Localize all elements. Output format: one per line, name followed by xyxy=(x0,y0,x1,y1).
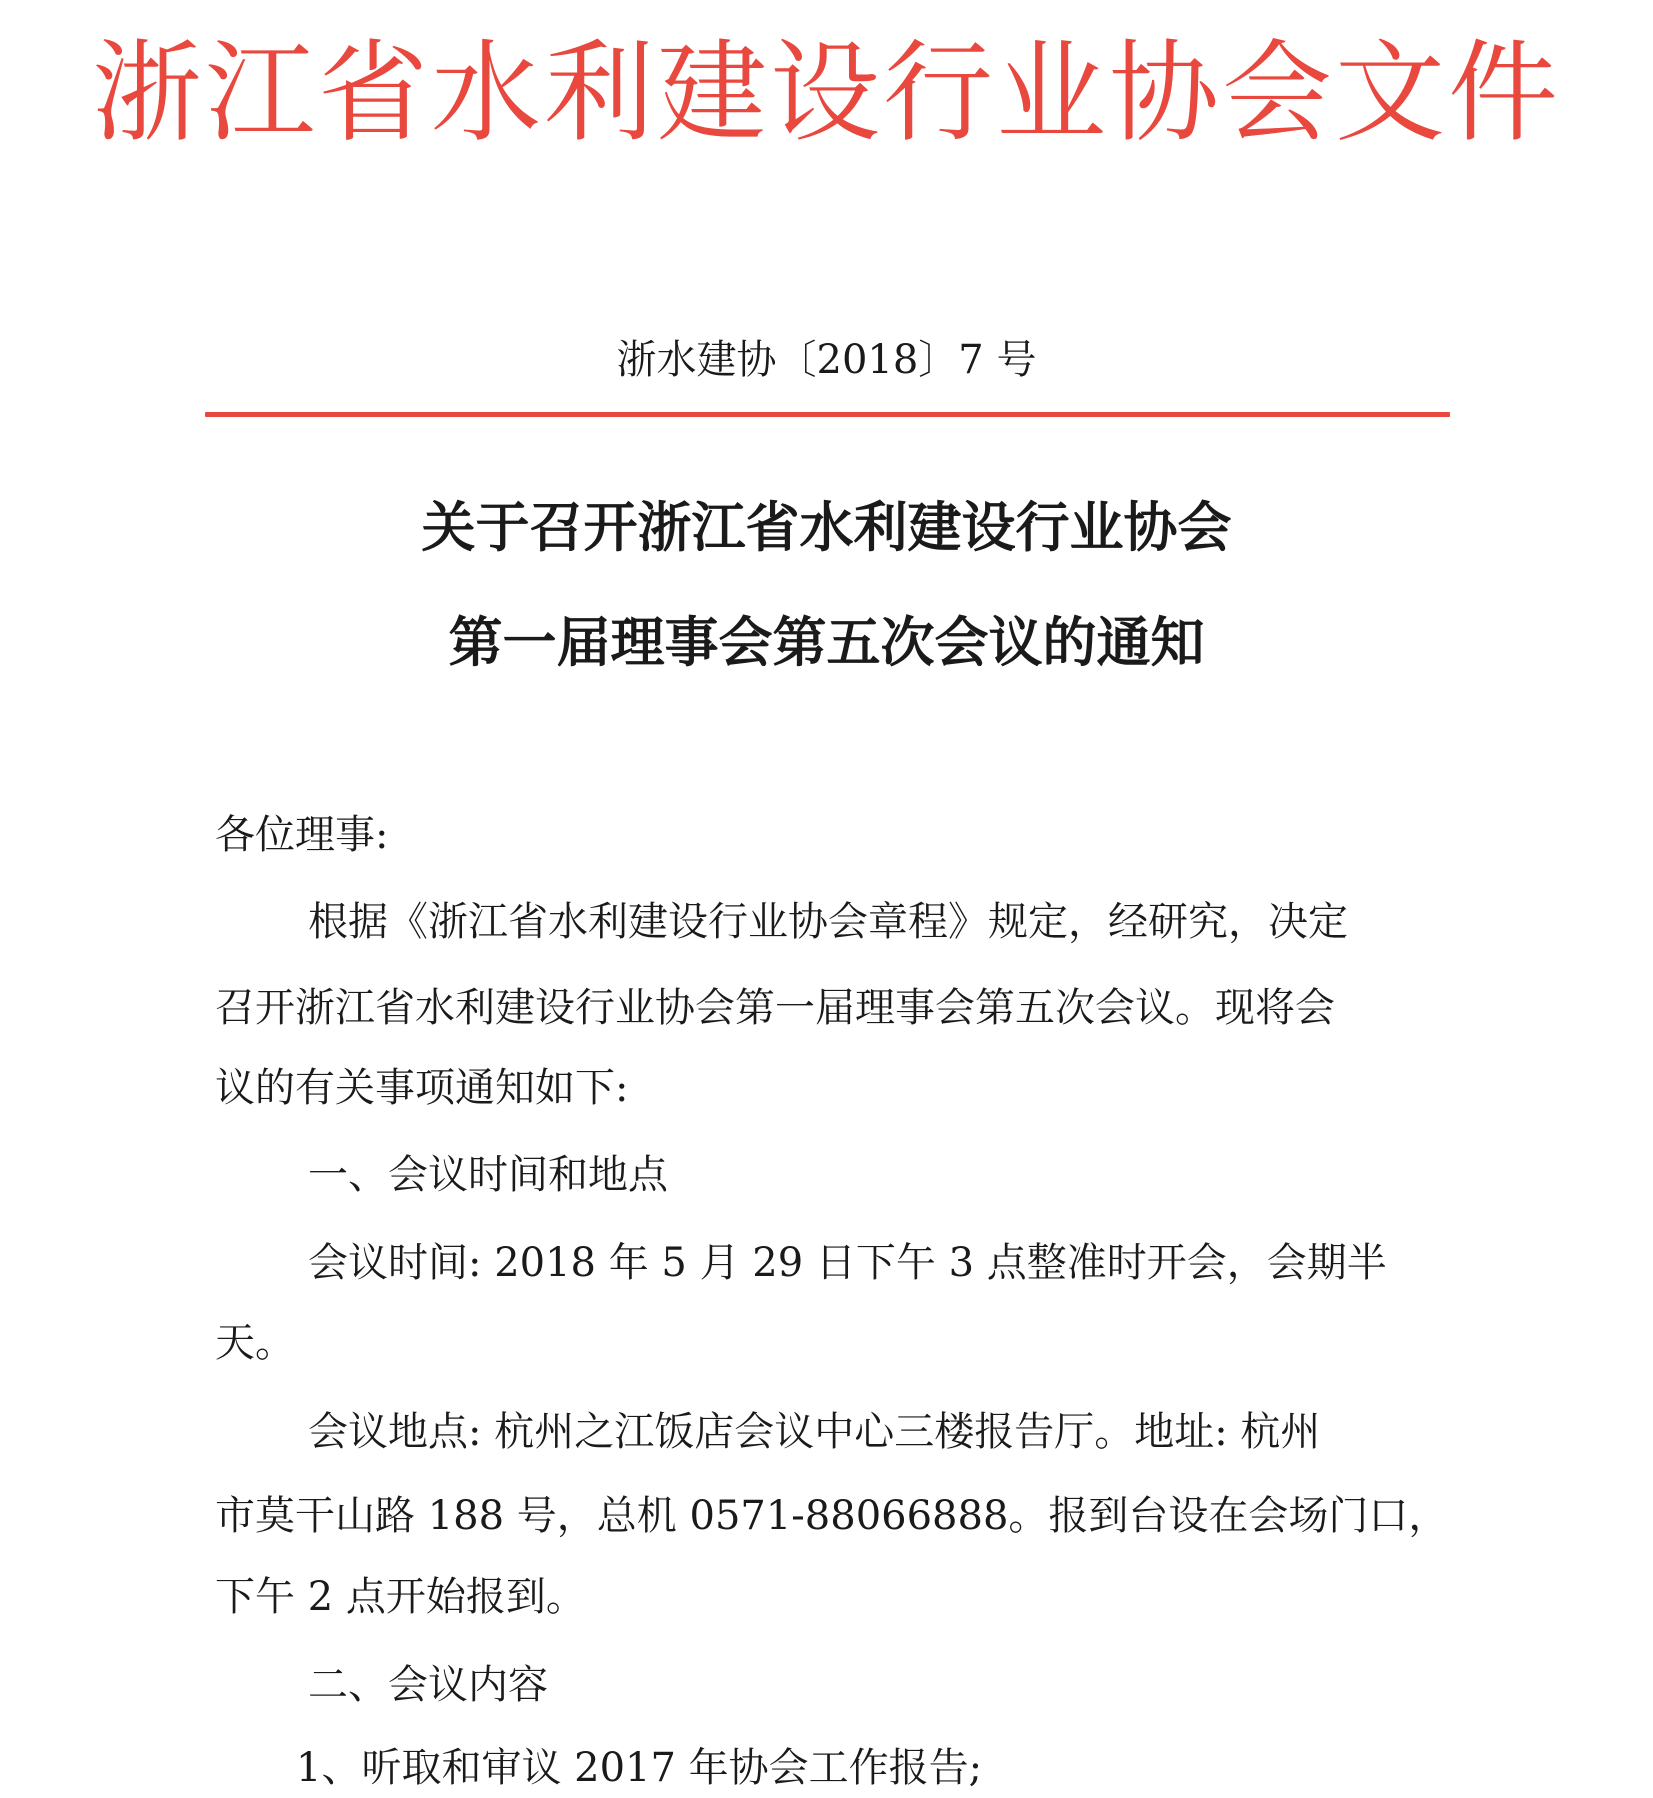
paragraph-1-line-3: 议的有关事项通知如下: xyxy=(215,1065,629,1111)
document-number: 浙水建协〔2018〕7 号 xyxy=(616,337,1037,383)
salutation: 各位理事: xyxy=(215,812,389,858)
meeting-place-line-3: 下午 2 点开始报到。 xyxy=(215,1574,586,1620)
section-2-heading: 二、会议内容 xyxy=(308,1662,548,1708)
agenda-item-1: 1、听取和审议 2017 年协会工作报告; xyxy=(296,1745,983,1791)
meeting-place-line-2: 市莫干山路 188 号，总机 0571-88066888。报到台设在会场门口， xyxy=(215,1493,1449,1539)
paragraph-1-line-2: 召开浙江省水利建设行业协会第一届理事会第五次会议。现将会 xyxy=(215,985,1335,1031)
red-divider-line xyxy=(205,412,1450,417)
masthead-title: 浙江省水利建设行业协会文件 xyxy=(92,29,1561,157)
meeting-place-line-1: 会议地点: 杭州之江饭店会议中心三楼报告厅。地址: 杭州 xyxy=(308,1409,1321,1455)
section-1-heading: 一、会议时间和地点 xyxy=(308,1152,668,1198)
meeting-time-line-2: 天。 xyxy=(215,1320,295,1366)
notice-title-line-2: 第一届理事会第五次会议的通知 xyxy=(448,611,1205,674)
paragraph-1-line-1: 根据《浙江省水利建设行业协会章程》规定，经研究，决定 xyxy=(308,899,1348,945)
meeting-time-line-1: 会议时间: 2018 年 5 月 29 日下午 3 点整准时开会，会期半 xyxy=(308,1240,1387,1286)
notice-title-line-1: 关于召开浙江省水利建设行业协会 xyxy=(421,496,1232,559)
